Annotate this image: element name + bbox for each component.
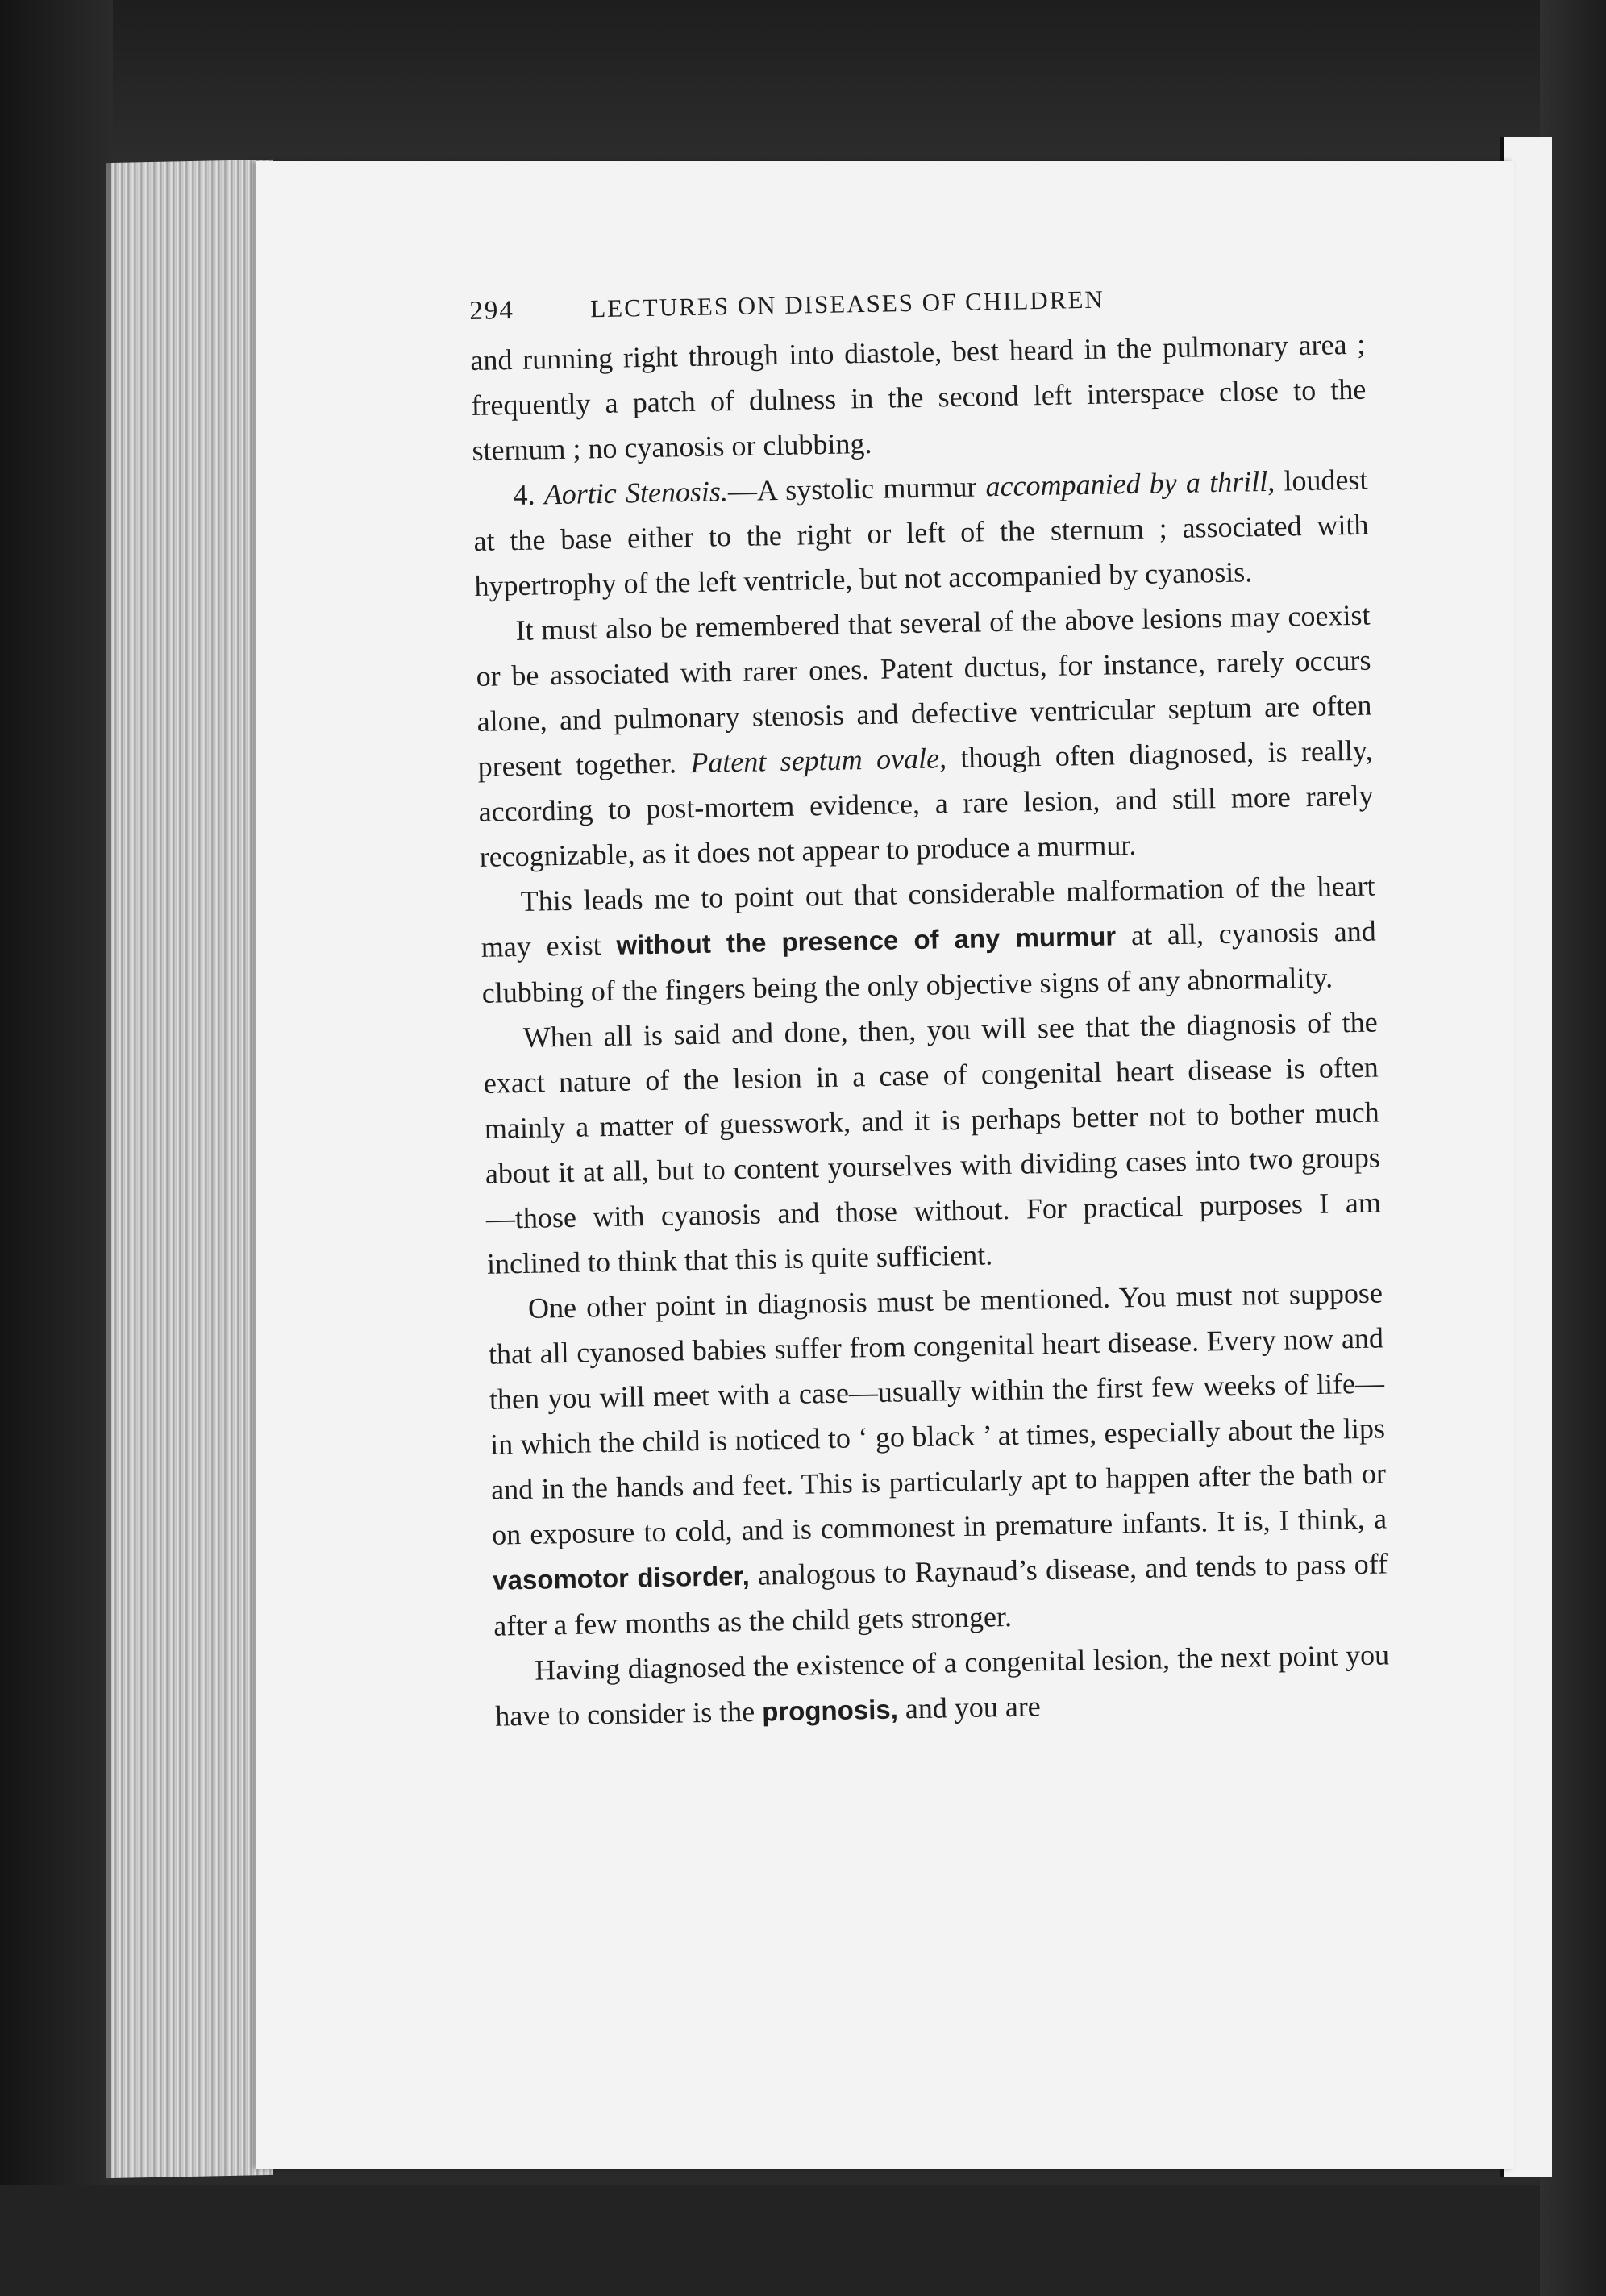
text-run: —A systolic murmur	[727, 470, 986, 508]
page-content	[469, 281, 1391, 1740]
italic-text: accompanied by a thrill,	[985, 464, 1275, 503]
book-page-edges	[106, 160, 273, 2178]
body-text	[470, 322, 1391, 1740]
bold-text: prognosis,	[761, 1694, 899, 1727]
bold-text: vasomotor disorder,	[492, 1560, 751, 1595]
paragraph	[472, 457, 1370, 609]
text-run: analogous to Raynaud’s disease, and tends to pass off after a few months as the child gets stronger.	[493, 1547, 1388, 1642]
paragraph	[494, 1632, 1391, 1739]
text-run: One other point in diagnosis must be mentioned. You must not suppose that all cyanosed babies suffer from congenital heart disease. Every now and then you will meet with a case—usually within the first few weeks of life—in which the child is noticed to ‘ go black ’ at times, especially about the lips and in the hands and feet. This is particularly apt to happen after the bath or on exposure to cold, and is commonest in premature infants. It is, I think, a	[488, 1276, 1388, 1551]
text-run: This leads me to point out that considerable malformation of the heart may exist	[481, 869, 1375, 963]
book-page	[256, 161, 1514, 2169]
page-number: 294	[469, 295, 515, 326]
background-top	[0, 0, 1606, 169]
text-run: 4.	[513, 478, 545, 512]
paragraph	[480, 863, 1377, 1016]
italic-text: Aortic Stenosis.	[543, 475, 729, 511]
text-run: though often diagnosed, is really, according to post-mortem evidence, a rare lesion, and still more rarely recognizable, as it does not appear to produce a murmur.	[478, 734, 1374, 873]
text-run: loudest at the base either to the right or left of the sternum ; associated with hypertrophy of the left ventricle, but not accompanied by cyanosis.	[473, 463, 1369, 602]
bold-text: without the presence of any murmur	[616, 921, 1117, 960]
text-run: and you are	[897, 1690, 1042, 1725]
italic-text: Patent septum ovale,	[689, 742, 947, 780]
text-run: at all, cyanosis and clubbing of the fingers being the only objective signs of any abnormality.	[481, 914, 1376, 1009]
background-left	[0, 0, 113, 2296]
paragraph	[488, 1270, 1389, 1648]
text-run: When all is said and done, then, you will see that the diagnosis of the exact nature of the lesion in a case of congenital heart disease is often mainly a matter of guesswork, and it is perhaps better not to bother much about it at all, but to content yourselves with dividing cases into two groups —those with cyanosis and those without. For practical purposes I am inclined to think that this is quite sufficient.	[483, 1005, 1382, 1280]
running-head: LECTURES ON DISEASES OF CHILDREN	[589, 285, 1105, 323]
text-run: Having diagnosed the existence of a congenital lesion, the next point you have to consider is the	[494, 1638, 1390, 1732]
paragraph	[482, 1000, 1382, 1287]
page-header	[469, 281, 1364, 327]
paragraph	[475, 593, 1375, 880]
text-run: It must also be remembered that several of the above lesions may coexist or be associated with rarer ones. Patent ductus, for instance, rarely occurs alone, and pulmonary stenosis and defective ventricular septum are often present together.	[476, 598, 1372, 783]
background-bottom	[0, 2185, 1606, 2296]
paragraph	[470, 322, 1367, 473]
text-run: and running right through into diastole, best heard in the pulmonary area ; frequently a patch of dulness in the second left interspace close to the sternum ; no cyanosis or clubbing.	[470, 327, 1367, 467]
